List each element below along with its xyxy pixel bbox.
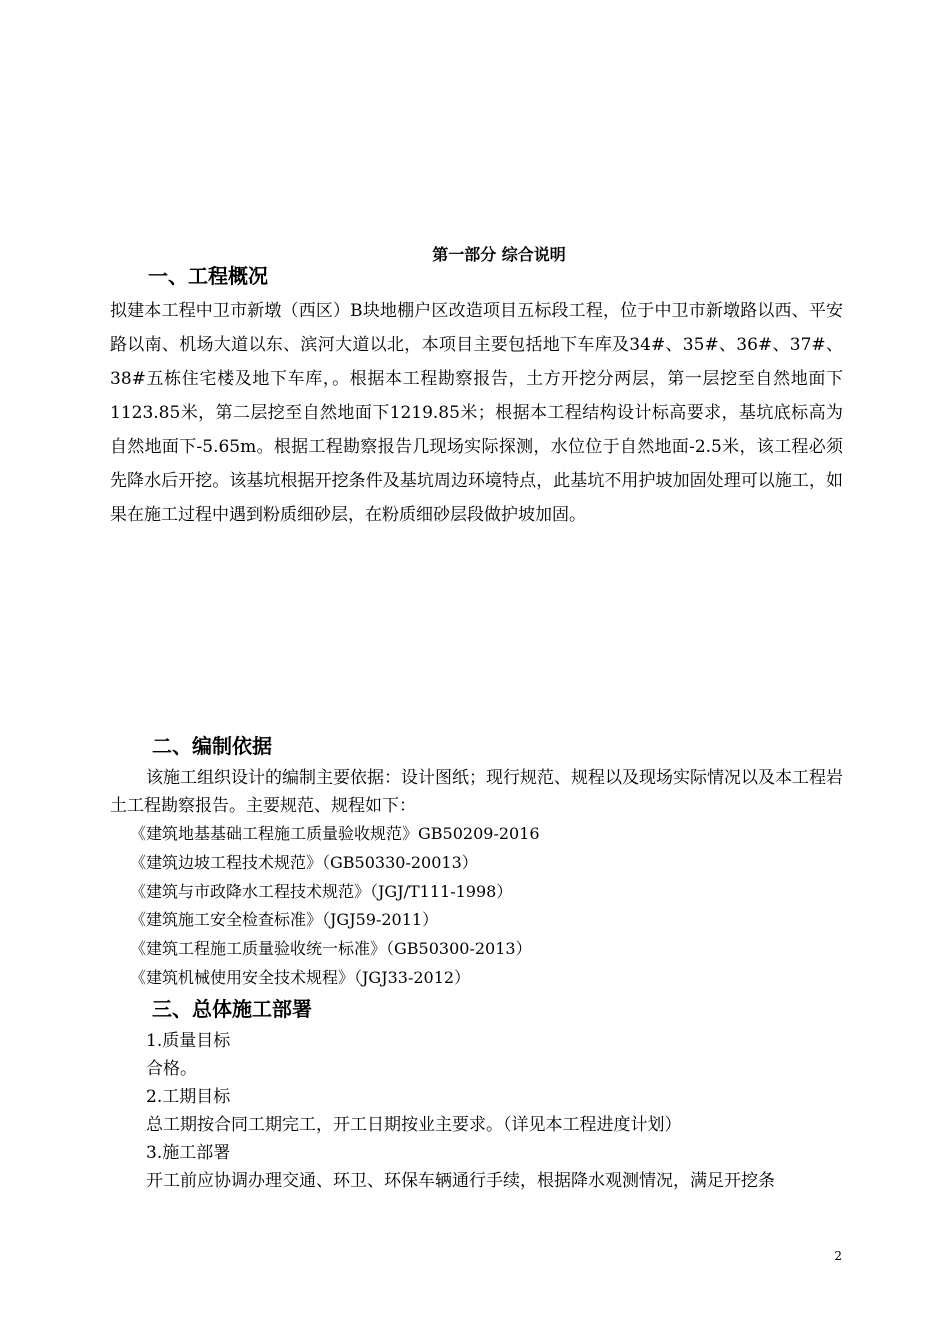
- standard-item: 《建筑工程施工质量验收统一标准》（GB50300-2013）: [130, 939, 532, 959]
- section1-body: 拟建本工程中卫市新墩（西区）B块地棚户区改造项目五标段工程，位于中卫市新墩路以西、平安路以南、机场大道以东、滨河大道以北，本项目主要包括地下车库及34#、35#、36#、37#、38#五栋住宅楼及地下车库，。根据本工程勘察报告，土方开挖分两层，第一层挖至自然地面下1123.85米，第二层挖至自然地面下1219.85米；根据本工程结构设计标高要求，基坑底标高为自然地面下-5.65m。根据工程勘察报告几现场实际探测，水位位于自然地面-2.5米，该工程必须先降水后开挖。该基坑根据开挖条件及基坑周边环境特点，此基坑不用护坡加固处理可以施工，如果在施工过程中遇到粉质细砂层，在粉质细砂层段做护坡加固。: [110, 301, 843, 525]
- schedule-goal-title: 2.工期目标: [146, 1087, 231, 1107]
- section3-heading: 三、总体施工部署: [152, 997, 312, 1021]
- standards-list: [130, 820, 830, 993]
- section1-heading: 一、工程概况: [148, 264, 268, 288]
- quality-goal-title: 1.质量目标: [146, 1031, 231, 1051]
- standard-item: 《建筑地基基础工程施工质量验收规范》GB50209-2016: [130, 824, 540, 843]
- standard-item: 《建筑施工安全检查标准》（JGJ59-2011）: [130, 910, 439, 930]
- deployment-text: 开工前应协调办理交通、环卫、环保车辆通行手续，根据降水观测情况，满足开挖条: [146, 1171, 775, 1191]
- standard-item: 《建筑与市政降水工程技术规范》（JGJ/T111-1998）: [130, 881, 513, 901]
- part-title: 第一部分 综合说明: [432, 245, 566, 264]
- section2-intro: 该施工组织设计的编制主要依据：设计图纸；现行规范、规程以及现场实际情况以及本工程岩土工程勘察报告。主要规范、规程如下：: [110, 768, 843, 816]
- section3-body: [146, 1027, 846, 1195]
- schedule-goal-text: 总工期按合同工期完工，开工日期按业主要求。（详见本工程进度计划）: [146, 1115, 682, 1135]
- section2-heading: 二、编制依据: [152, 734, 272, 758]
- deployment-title: 3.施工部署: [146, 1143, 231, 1163]
- quality-goal-text: 合格。: [146, 1059, 197, 1079]
- page-number: 2: [834, 1249, 842, 1263]
- standard-item: 《建筑机械使用安全技术规程》（JGJ33-2012）: [130, 967, 471, 987]
- standard-item: 《建筑边坡工程技术规范》（GB50330-20013）: [130, 852, 478, 872]
